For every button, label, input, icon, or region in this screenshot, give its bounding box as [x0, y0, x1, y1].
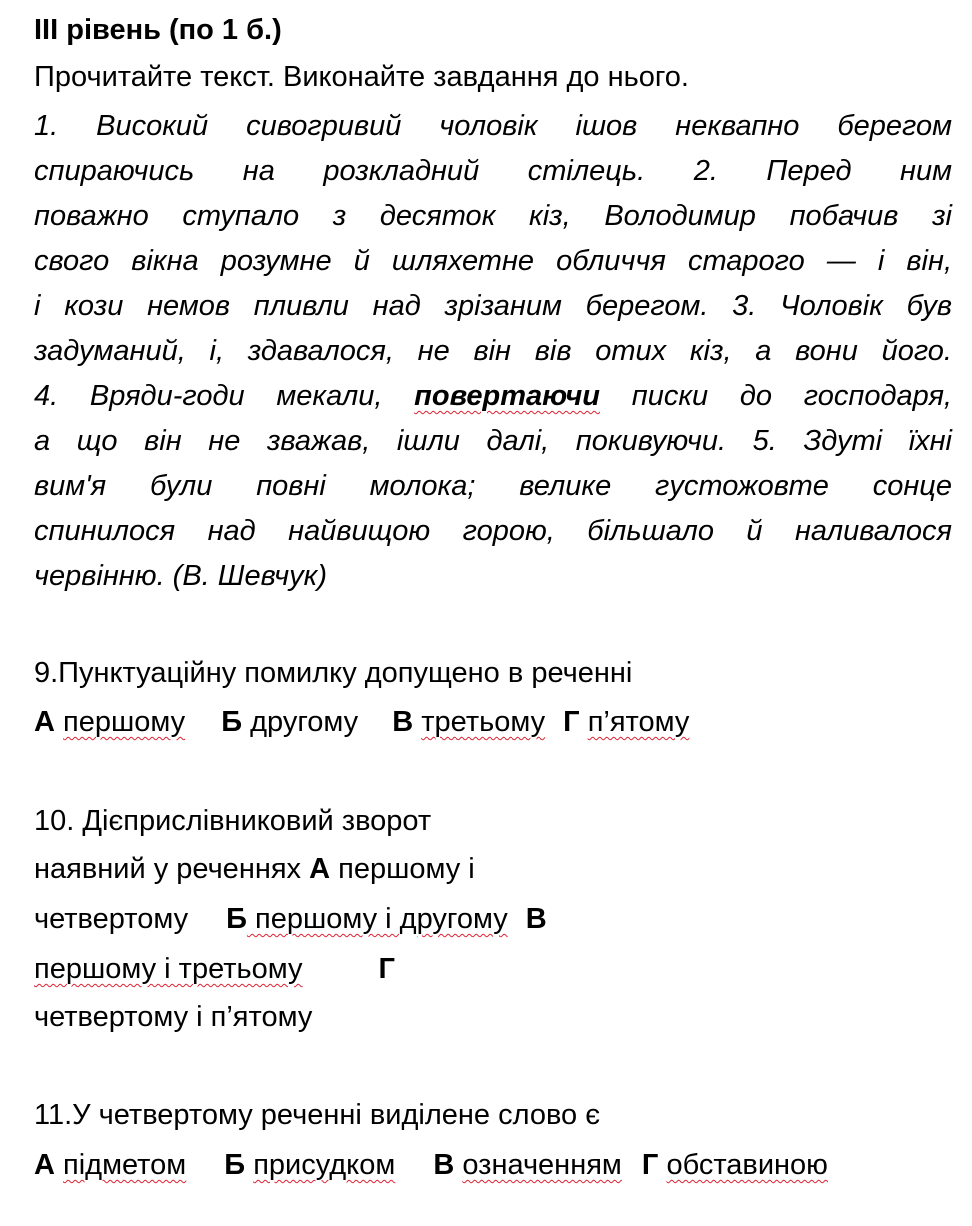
option-text: четвертому: [34, 903, 189, 935]
passage-text: 4. Вряди-годи мекали,: [34, 380, 415, 412]
option-text: п’ятому: [587, 706, 690, 738]
option-text: першому і другому: [246, 903, 508, 935]
option-text: першому і третьому: [34, 953, 303, 985]
question-9-options: [34, 700, 689, 744]
question-11: 11.У четвертому реченні виділене слово є: [34, 1099, 601, 1131]
option-letter: В: [433, 1149, 455, 1181]
option-letter: В: [525, 903, 547, 935]
option-letter: Б: [224, 1149, 246, 1181]
question-text: наявний у реченнях: [34, 853, 310, 885]
option-letter: Г: [378, 953, 395, 985]
question-9: 9.Пунктуаційну помилку допущено в реченні: [34, 657, 633, 689]
question-10: 10. Дієприслівниковий зворот: [34, 805, 432, 837]
question-11-options: [34, 1143, 828, 1187]
instruction-text: Прочитайте текст. Виконайте завдання до нього.: [34, 61, 689, 93]
question-10-line: четвертому і п’ятому: [34, 1001, 313, 1033]
passage-line: [34, 374, 952, 418]
option-letter: Г: [563, 706, 580, 738]
section-heading: ІІІ рівень (по 1 б.): [34, 14, 282, 46]
option-letter: Б: [221, 706, 243, 738]
passage-line: і кози немов пливли над зрізаним берегом. 3. Чоловік був: [34, 290, 952, 322]
option-text: третьому: [421, 706, 546, 738]
question-10-line: [34, 947, 395, 991]
option-text: обставиною: [666, 1149, 828, 1181]
question-10-line: [34, 847, 475, 891]
option-text: підметом: [63, 1149, 187, 1181]
question-10-line: [34, 897, 547, 941]
passage-line: спираючись на розкладний стілець. 2. Перед ним: [34, 155, 952, 187]
option-letter: В: [392, 706, 414, 738]
option-text: другому: [250, 706, 359, 738]
option-text: означенням: [462, 1149, 622, 1181]
passage-line: 1. Високий сивогривий чоловік ішов неквапно берегом: [34, 110, 952, 142]
option-text: першому: [63, 706, 186, 738]
option-letter: А: [309, 853, 331, 885]
passage-text: писки до господаря,: [600, 380, 952, 412]
passage-line: свого вікна розумне й шляхетне обличчя старого — і він,: [34, 245, 952, 277]
option-letter: А: [34, 706, 55, 738]
option-text: першому і: [330, 853, 475, 885]
passage-line: а що він не зважав, ішли далі, покивуючи. 5. Здуті їхні: [34, 425, 952, 457]
passage-line: спинилося над найвищою горою, більшало й наливалося: [34, 515, 952, 547]
highlighted-word: повертаючи: [414, 380, 601, 412]
passage-line: задуманий, і, здавалося, не він вів отих кіз, а вони його.: [34, 335, 952, 367]
passage-line: червінню. (В. Шевчук): [34, 560, 327, 592]
option-letter: А: [34, 1149, 55, 1181]
option-letter: Б: [226, 903, 247, 935]
passage-line: вим'я були повні молока; велике густожовте сонце: [34, 470, 952, 502]
option-letter: Г: [641, 1149, 659, 1181]
option-text: присудком: [253, 1149, 396, 1181]
passage-line: поважно ступало з десяток кіз, Володимир побачив зі: [34, 200, 952, 232]
